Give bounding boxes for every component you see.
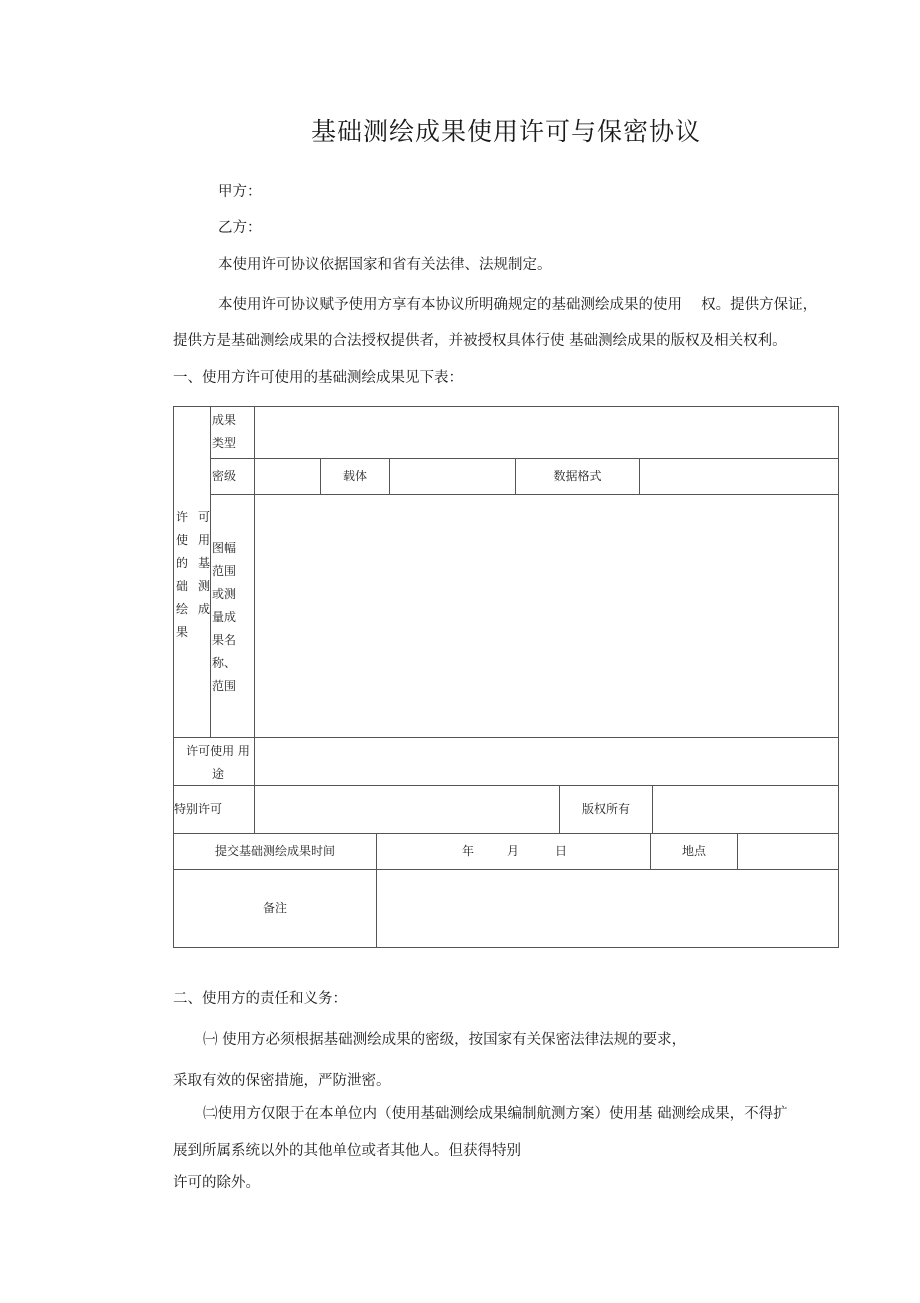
item-2-line-3: 许可的除外。 (173, 1175, 260, 1191)
item-1-line-2: 采取有效的保密措施，严防泄密。 (173, 1073, 391, 1089)
document-title: 基础测绘成果使用许可与保密协议 (310, 117, 701, 146)
section-2-heading: 二、使用方的责任和义务： (173, 991, 347, 1007)
secret-level-label: 密级 (212, 469, 237, 483)
result-type-label: 成果 类型 (212, 413, 237, 450)
secret-level-field[interactable] (255, 459, 320, 494)
special-permit-label: 特别许可 (174, 802, 223, 816)
day-label: 日 (555, 844, 568, 858)
carrier-field[interactable] (390, 459, 515, 494)
location-label: 地点 (681, 844, 706, 858)
data-format-label: 数据格式 (553, 469, 602, 483)
group-label-col-2: 可 用 基 测 成 (198, 510, 211, 616)
purpose-label: 许可使用 用 途 (186, 744, 250, 781)
intro-paragraph-1: 本使用许可协议依据国家和省有关法律、法规制定。 (218, 257, 552, 273)
party-a-label: 甲方： (218, 184, 262, 200)
remarks-label: 备注 (262, 901, 287, 915)
intro-paragraph-2-line-2: 提供方是基础测绘成果的合法授权提供者，并被授权具体行使 基础测绘成果的版权及相关权利。 (173, 333, 787, 349)
carrier-label: 载体 (342, 469, 367, 483)
item-2-line-1: ㈡使用方仅限于在本单位内（使用基础测绘成果编制航测方案）使用基 础测绘成果，不得扩 (203, 1106, 788, 1122)
purpose-field[interactable] (255, 738, 838, 785)
group-label-col-1: 许 使 的 础 绘 果 (176, 510, 189, 639)
item-2-line-2: 展到所属系统以外的其他单位或者其他人。但获得特别 (173, 1143, 521, 1159)
intro-paragraph-2-line-1: 本使用许可协议赋予使用方享有本协议所明确规定的基础测绘成果的使用 权。提供方保证， (218, 297, 818, 313)
year-label: 年 (462, 844, 475, 858)
scope-field[interactable] (255, 495, 838, 737)
license-table (173, 406, 839, 948)
submit-time-label: 提交基础测绘成果时间 (214, 844, 335, 858)
item-1-line-1: ㈠ 使用方必须根据基础测绘成果的密级，按国家有关保密法律法规的要求， (203, 1032, 687, 1048)
copyright-label: 版权所有 (581, 802, 630, 816)
data-format-field[interactable] (640, 459, 838, 494)
result-type-field[interactable] (255, 406, 838, 458)
party-b-label: 乙方： (218, 220, 262, 236)
special-permit-field[interactable] (255, 786, 559, 833)
remarks-field[interactable] (377, 870, 838, 947)
section-1-heading: 一、使用方许可使用的基础测绘成果见下表： (173, 370, 463, 386)
month-label: 月 (507, 844, 520, 858)
copyright-field[interactable] (653, 786, 838, 833)
scope-label: 图幅 范围 或测 量成 果名 称、 范围 (212, 541, 237, 693)
location-field[interactable] (738, 834, 838, 869)
